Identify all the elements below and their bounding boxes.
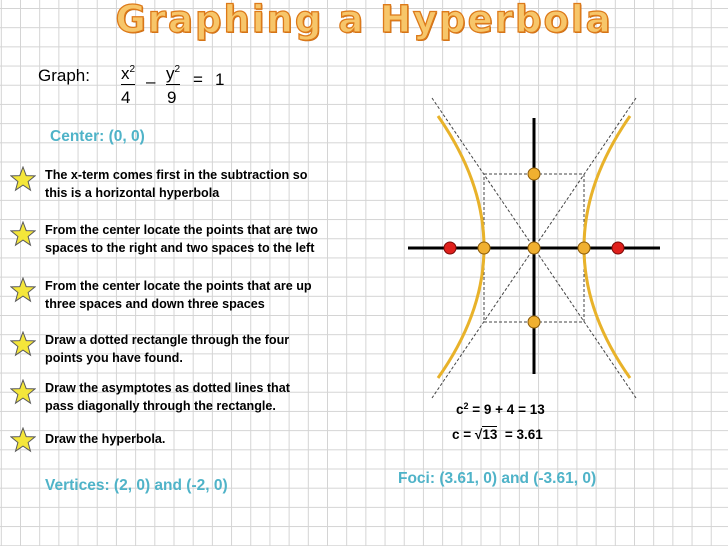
step-1-line-2: this is a horizontal hyperbola (45, 186, 220, 200)
center-point (528, 242, 540, 254)
center-label: Center: (0, 0) (50, 128, 145, 145)
c-squared-exp: 2 (463, 401, 469, 411)
sqrt-sign: √ (474, 427, 483, 442)
step-1-line-1: The x-term comes first in the subtraction so (45, 168, 308, 182)
co-vertex-top (528, 168, 540, 180)
step-5-line-2: pass diagonally through the rectangle. (45, 399, 276, 413)
equation-minus: – (146, 72, 156, 91)
c-value-label: c = (452, 427, 475, 442)
equation-equals: = (193, 70, 203, 89)
co-vertex-bottom (528, 316, 540, 328)
equation-x-term: x (121, 64, 130, 83)
step-4-line-2: points you have found. (45, 351, 183, 365)
focus-right (612, 242, 624, 254)
foci-label: Foci: (3.61, 0) and (-3.61, 0) (398, 470, 597, 487)
equation-x-exp: 2 (129, 64, 136, 75)
sqrt-radicand: 13 (482, 427, 498, 442)
step-5-line-1: Draw the asymptotes as dotted lines that (45, 381, 290, 395)
step-4-line-1: Draw a dotted rectangle through the four (45, 333, 290, 347)
c-squared-base: c (456, 402, 464, 417)
step-3-line-2: three spaces and down three spaces (45, 297, 265, 311)
step-3-line-1: From the center locate the points that are up (45, 279, 312, 293)
vertex-left (478, 242, 490, 254)
c-value-result: = 3.61 (497, 427, 543, 442)
vertices-label: Vertices: (2, 0) and (-2, 0) (45, 477, 228, 494)
equation-rhs: 1 (215, 70, 225, 89)
step-2-line-2: spaces to the right and two spaces to the left (45, 241, 315, 255)
equation-label: Graph: (38, 66, 90, 85)
equation-y-exp: 2 (174, 64, 181, 75)
step-2-line-1: From the center locate the points that are two (45, 223, 318, 237)
page-title: Graphing a Hyperbola (115, 0, 613, 41)
c-squared-rest: = 9 + 4 = 13 (468, 402, 545, 417)
equation-y-denominator: 9 (167, 88, 177, 107)
vertex-right (578, 242, 590, 254)
equation-x-denominator: 4 (121, 88, 131, 107)
equation-y-term: y (166, 64, 175, 83)
step-6-line-1: Draw the hyperbola. (45, 432, 166, 446)
focus-left (444, 242, 456, 254)
